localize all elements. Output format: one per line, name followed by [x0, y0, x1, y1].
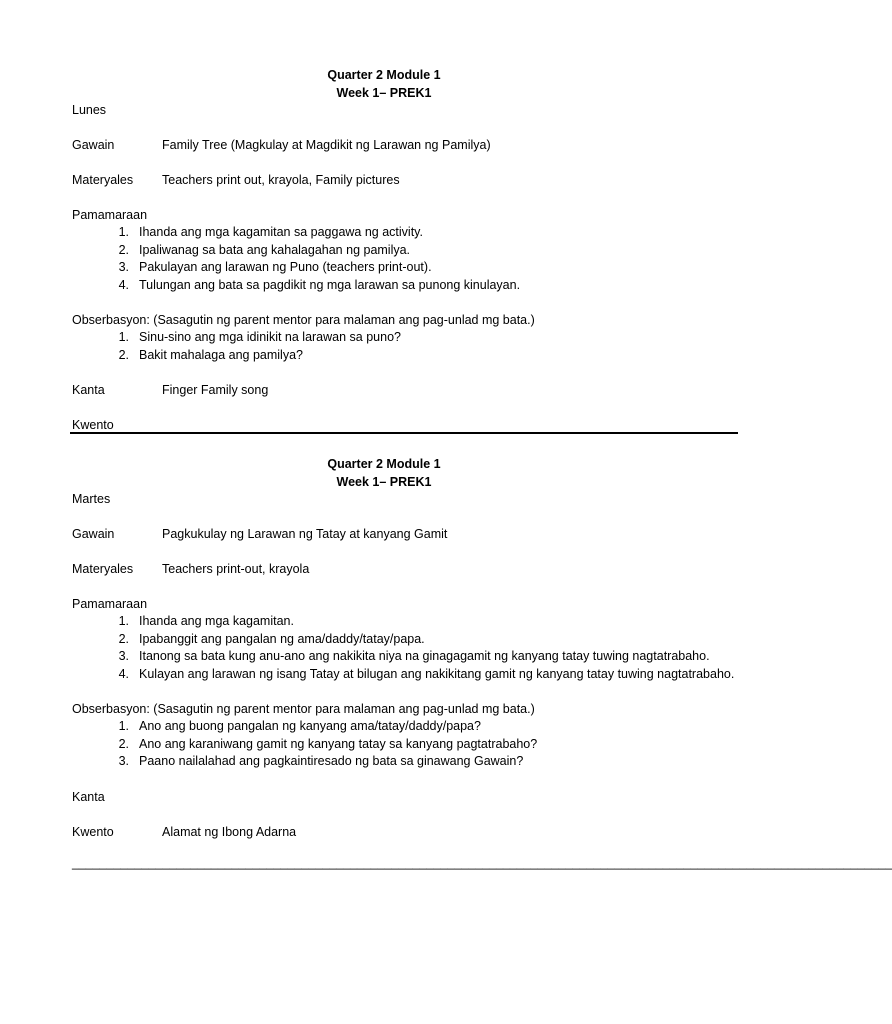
- materyales-value: Teachers print-out, krayola: [162, 562, 310, 576]
- gawain-row: [72, 137, 736, 154]
- materyales-row: [72, 172, 736, 189]
- kanta-label: Kanta: [72, 383, 105, 397]
- pamamaraan-label: Pamamaraan: [72, 208, 148, 222]
- list-item: 3. Pakulayan ang larawan ng Puno (teachers print-out).: [118, 260, 432, 274]
- gawain-value: Pagkukulay ng Larawan ng Tatay at kanyang Gamit: [162, 527, 448, 541]
- list-item: 1. Ihanda ang mga kagamitan sa paggawa ng activity.: [118, 225, 423, 239]
- day-label: Martes: [72, 492, 111, 506]
- materyales-row: [72, 561, 736, 578]
- kanta-value: [162, 789, 736, 806]
- obserbasyon-label: Obserbasyon: (Sasagutin ng parent mentor para malaman ang pag-unlad mg bata.): [72, 702, 535, 716]
- day-label: Lunes: [72, 103, 107, 117]
- kanta-label: Kanta: [72, 789, 105, 804]
- kanta-row: [72, 789, 736, 806]
- gawain-label: Gawain: [72, 527, 115, 541]
- list-item: 1. Ano ang buong pangalan ng kanyang ama/tatay/daddy/papa?: [118, 719, 481, 733]
- pamamaraan-list: [72, 613, 736, 683]
- gawain-value: Family Tree (Magkulay at Magdikit ng Larawan ng Pamilya): [162, 138, 491, 152]
- list-item: 2. Bakit mahalaga ang pamilya?: [118, 347, 303, 362]
- list-item: 4. Tulungan ang bata sa pagdikit ng mga larawan sa punong kinulayan.: [118, 277, 521, 292]
- kwento-label: Kwento: [72, 418, 114, 432]
- obserbasyon-list: [72, 718, 736, 771]
- list-item: 3. Paano nailalahad ang pagkaintiresado ng bata sa ginawang Gawain?: [118, 754, 524, 768]
- kwento-row: [72, 824, 736, 841]
- gawain-label: Gawain: [72, 138, 115, 152]
- materyales-label: Materyales: [72, 562, 134, 576]
- list-item: 4. Kulayan ang larawan ng isang Tatay at bilugan ang nakikitang gamit ng kanyang tatay tuwing nagtatrabaho.: [118, 666, 735, 681]
- list-item: 1. Sinu-sino ang mga idinikit na larawan sa puno?: [118, 330, 401, 344]
- kanta-value: Finger Family song: [162, 383, 269, 397]
- gawain-row: [72, 526, 736, 543]
- week-title: Week 1– PREK1: [336, 86, 432, 100]
- obserbasyon-label: Obserbasyon: (Sasagutin ng parent mentor para malaman ang pag-unlad mg bata.): [72, 313, 535, 327]
- list-item: 2. Ano ang karaniwang gamit ng kanyang tatay sa kanyang pagtatrabaho?: [118, 736, 538, 751]
- list-item: 1. Ihanda ang mga kagamitan.: [118, 614, 294, 628]
- list-item: 2. Ipaliwanag sa bata ang kahalagahan ng pamilya.: [118, 242, 411, 257]
- footer-underline-rule: ______________________________________________________________________________________________________________________: [72, 856, 892, 870]
- lesson-plan-martes: [72, 455, 736, 841]
- list-item: 3. Itanong sa bata kung anu-ano ang nakikita niya na ginagagamit ng kanyang tatay tuwing nagtatrabaho.: [118, 649, 710, 663]
- lesson-plan-lunes: [72, 66, 736, 434]
- pamamaraan-list: [72, 224, 736, 294]
- obserbasyon-list: [72, 329, 736, 364]
- kwento-value: Alamat ng Ibong Adarna: [162, 824, 297, 839]
- kanta-row: [72, 382, 736, 399]
- list-item: 2. Ipabanggit ang pangalan ng ama/daddy/tatay/papa.: [118, 631, 425, 646]
- week-title: Week 1– PREK1: [336, 475, 432, 489]
- module-title: Quarter 2 Module 1: [327, 457, 441, 471]
- materyales-label: Materyales: [72, 173, 134, 187]
- section-divider: [70, 432, 738, 434]
- materyales-value: Teachers print out, krayola, Family pictures: [162, 173, 400, 187]
- kwento-label: Kwento: [72, 824, 114, 839]
- module-title: Quarter 2 Module 1: [327, 68, 441, 82]
- pamamaraan-label: Pamamaraan: [72, 597, 148, 611]
